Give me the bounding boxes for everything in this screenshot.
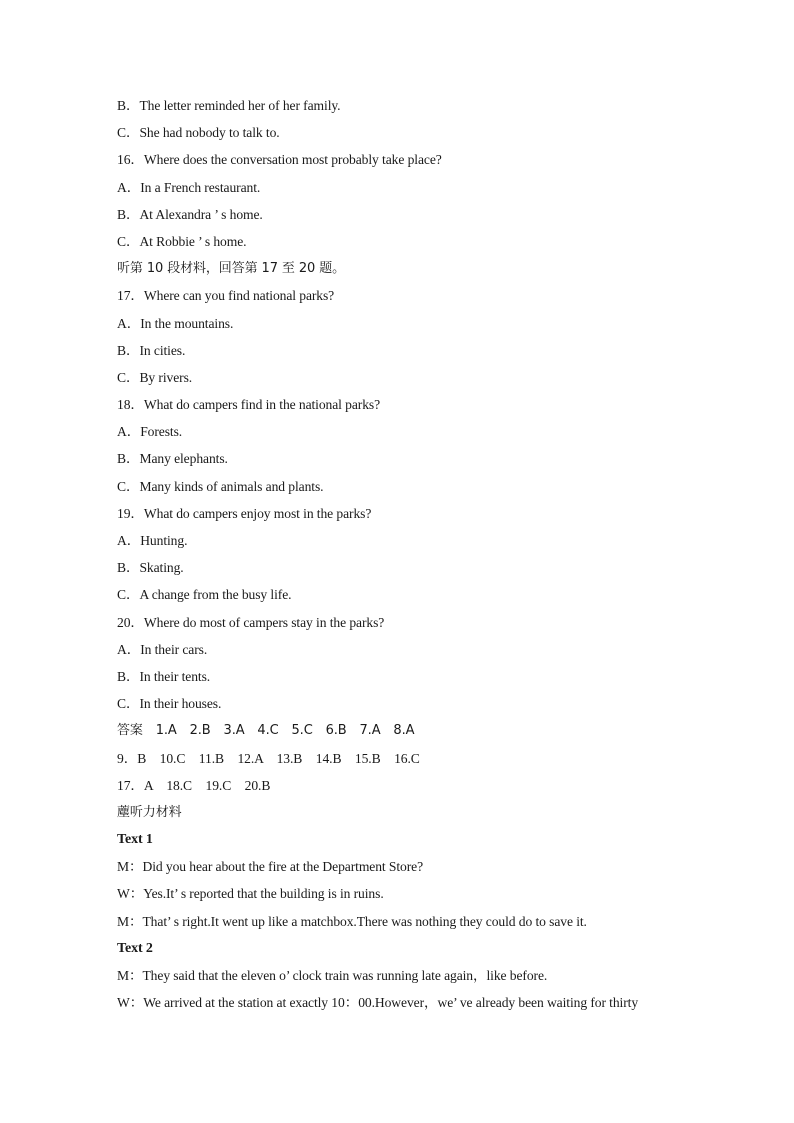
text-line: 9．B 10.C 11.B 12.A 13.B 14.B 15.B 16.C <box>117 750 420 766</box>
text-line: 17．Where can you find national parks? <box>117 288 335 304</box>
text-line: A．Forests. <box>117 424 183 440</box>
text-line: C．By rivers. <box>117 369 193 385</box>
text-line: M：They said that the eleven o’ clock train was running late again，like before. <box>117 968 548 983</box>
text-line: 17．A 18.C 19.C 20.B <box>117 777 271 793</box>
text-line: W：We arrived at the station at exactly 10：00.However，we’ ve already been waiting for thirty <box>117 995 639 1011</box>
text-line: C．A change from the busy life. <box>117 587 292 603</box>
text-line: C．She had nobody to talk to. <box>117 125 280 141</box>
text-line: C．In their houses. <box>117 696 222 712</box>
text-line: A．Hunting. <box>117 533 188 548</box>
section-heading: Text 1 <box>117 832 153 848</box>
text-line: M：That’ s right.It went up like a matchbox.There was nothing they could do to save it. <box>117 913 587 929</box>
section-heading: Text 2 <box>117 940 153 956</box>
text-line: 答案 1.A 2.B 3.A 4.C 5.C 6.B 7.A 8.A <box>117 723 415 739</box>
text-line: 20．Where do most of campers stay in the parks? <box>117 614 385 630</box>
text-line: C．Many kinds of animals and plants. <box>117 478 324 494</box>
text-line: 薼听力材料 <box>117 804 182 820</box>
text-line: B．The letter reminded her of her family. <box>117 98 341 113</box>
text-line: B．In their tents. <box>117 668 211 684</box>
text-line: A．In the mountains. <box>117 315 234 331</box>
document-page <box>117 92 717 1016</box>
text-line: A．In a French restaurant. <box>117 179 261 195</box>
text-line: 16．Where does the conversation most probably take place? <box>117 152 442 168</box>
text-line: B．At Alexandra ’ s home. <box>117 206 263 222</box>
text-line: B．Skating. <box>117 560 184 576</box>
text-line: B．In cities. <box>117 342 186 358</box>
text-line: 19．What do campers enjoy most in the parks? <box>117 505 372 521</box>
text-line: B．Many elephants. <box>117 451 228 467</box>
text-line: 听第 10 段材料，回答第 17 至 20 题。 <box>117 261 346 277</box>
text-line: A．In their cars. <box>117 641 208 657</box>
text-line: W：Yes.It’ s reported that the building is in ruins. <box>117 886 384 902</box>
text-line: M：Did you hear about the fire at the Department Store? <box>117 859 424 875</box>
text-line: 18．What do campers find in the national parks? <box>117 397 381 413</box>
text-line: C．At Robbie ’ s home. <box>117 233 247 249</box>
